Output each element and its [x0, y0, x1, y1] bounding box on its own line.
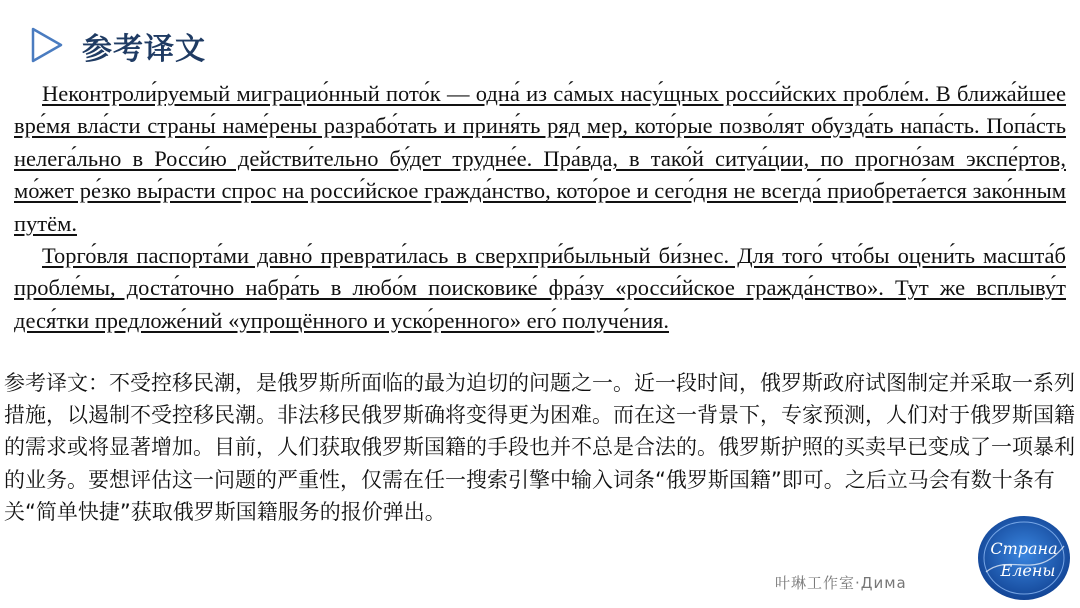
logo-text: Елены — [1000, 561, 1056, 580]
studio-credit: 叶琳工作室·Дима — [775, 574, 907, 592]
studio-logo — [976, 512, 1072, 602]
chinese-paragraph: 参考译文：不受控移民潮，是俄罗斯所面临的最为迫切的问题之一。近一段时间，俄罗斯政府试图制定并采取一系列措施，以遏制不受控移民潮。非法移民俄罗斯确将变得更为困难。而在这一背景下，专家预测，人们对于俄罗斯国籍的需求或将显著增加。目前，人们获取俄罗斯国籍的手段也并不总是合法的。俄罗斯护照的买卖早已变成了一项暴利的业务。要想评估这一问题的严重性，仅需在任一搜索引擎中输入词条“俄罗斯国籍”即可。之后立马会有数十条有关“简单快捷”获取俄罗斯国籍服务的报价弹出。 — [4, 371, 1075, 524]
slide-title: 参考译文 — [82, 32, 206, 67]
logo-text: Страна — [990, 539, 1058, 558]
slide-header — [30, 18, 630, 74]
russian-text — [14, 78, 1066, 337]
russian-paragraph: Неконтроли́руемый миграцио́нный пото́к — одна́ из са́мых насу́щных росси́йских пробле́м. В ближа́йшее вре́мя вла́сти страны́ наме́рены разрабо́тать и приня́ть ряд мер, кото́рые позво́лят обузда́ть напа́сть. Попа́сть нелега́льно в Росси́ю действи́тельно бу́дет трудне́е. Пра́вда, в тако́й ситуа́ции, по прогно́зам экспе́ртов, мо́жет ре́зко вы́расти спрос на росси́йское гражда́нство, кото́рое и сего́дня не всегда́ приобрета́ется зако́нным путём. — [14, 81, 1066, 236]
chinese-translation — [4, 367, 1080, 528]
russian-paragraph: Торго́вля паспорта́ми давно́ преврати́лась в сверхпри́быльный би́знес. Для того́ что́бы оцени́ть масшта́б пробле́мы, доста́точно набра́ть в любо́м поисковике́ фра́зу «росси́йское гражда́нство». Тут же всплыву́т деся́тки предложе́ний «упрощённого и уско́ренного» его́ получе́ния. — [14, 243, 1066, 333]
play-outline-icon — [30, 26, 64, 64]
